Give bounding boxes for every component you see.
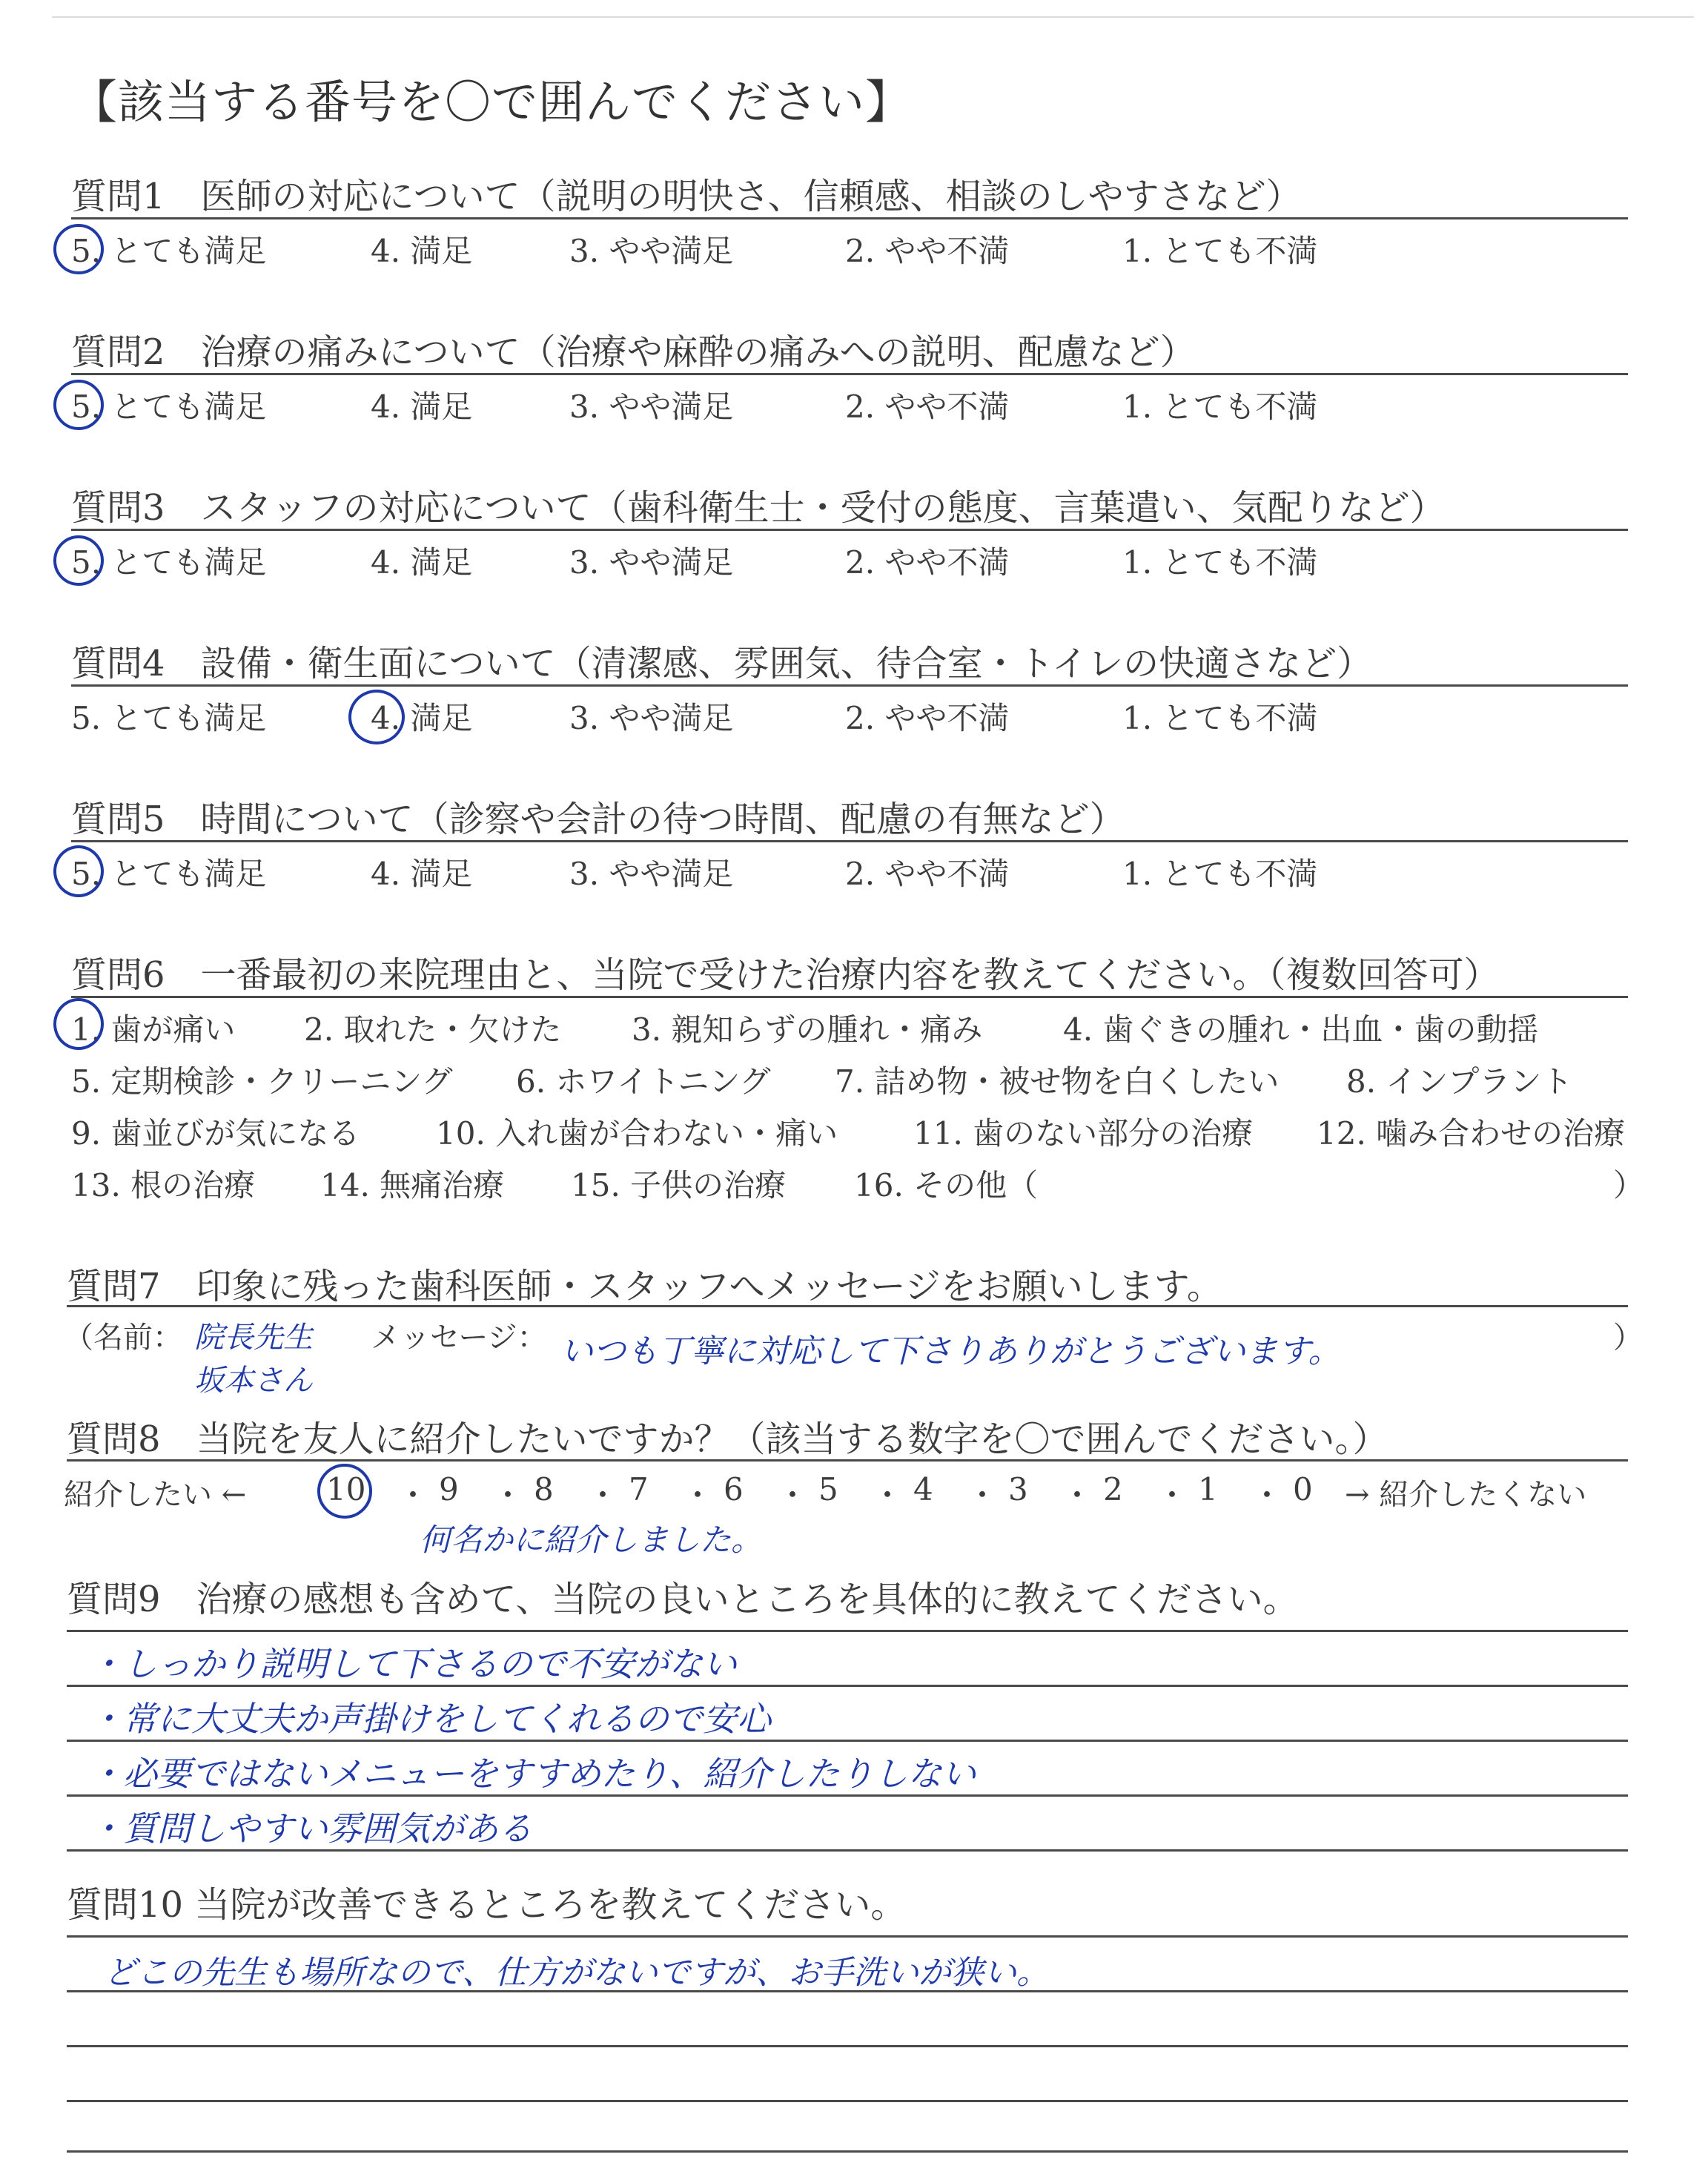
q5-selection-circle	[53, 845, 104, 897]
q5-option-1[interactable]: 1. とても不満	[1122, 856, 1318, 892]
q2-option-3[interactable]: 3. やや満足	[569, 389, 734, 425]
q8-score-6[interactable]: 6	[724, 1471, 744, 1507]
q6-option-12[interactable]: 12. 噛み合わせの治療	[1317, 1115, 1626, 1152]
q8-score-1[interactable]: 1	[1198, 1471, 1218, 1507]
q4-title: 質問4 設備・衛生面について（清潔感、雰囲気、待合室・トイレの快適さなど）	[71, 643, 1373, 684]
q2-option-2[interactable]: 2. やや不満	[845, 389, 1010, 425]
q8-dot: ・	[397, 1477, 429, 1513]
q6-option-9[interactable]: 9. 歯並びが気になる	[71, 1115, 360, 1152]
q8-score-0[interactable]: 0	[1293, 1471, 1313, 1507]
q6-option-15[interactable]: 15. 子供の治療	[571, 1167, 787, 1203]
q6-option-14[interactable]: 14. 無痛治療	[320, 1167, 505, 1203]
q1-option-1[interactable]: 1. とても不満	[1122, 233, 1318, 269]
q6-option-1[interactable]: 1. 歯が痛い	[71, 1011, 236, 1048]
q6-option-11[interactable]: 11. 歯のない部分の治療	[913, 1115, 1254, 1152]
q8-dot: ・	[1062, 1477, 1093, 1513]
q6-selection-circle	[53, 998, 104, 1050]
q8-left-label: 紹介したい ←	[64, 1478, 247, 1512]
q3-option-1[interactable]: 1. とても不満	[1122, 544, 1318, 581]
q8-score-2[interactable]: 2	[1103, 1471, 1123, 1507]
q5-rule	[71, 840, 1628, 842]
q6-option-16-close: ）	[1613, 1167, 1645, 1203]
q3-title: 質問3 スタッフの対応について（歯科衛生士・受付の態度、言葉遣い、気配りなど）	[71, 487, 1446, 529]
q7-message-label: メッセージ：	[371, 1321, 547, 1355]
q10-rule-3	[67, 2045, 1628, 2047]
q5-option-2[interactable]: 2. やや不満	[845, 856, 1010, 892]
q8-score-10[interactable]: 10	[326, 1471, 366, 1507]
q9-handwritten-line-2: ・常に大丈夫か声掛けをしてくれるので安心	[89, 1699, 771, 1739]
q4-option-2[interactable]: 2. やや不満	[845, 700, 1010, 736]
q7-handwritten-name-2: 坂本さん	[194, 1364, 313, 1398]
q1-selection-circle	[53, 224, 104, 274]
q8-dot: ・	[777, 1477, 809, 1513]
q5-option-5[interactable]: 5. とても満足	[71, 856, 267, 892]
q6-option-2[interactable]: 2. 取れた・欠けた	[304, 1011, 562, 1048]
page-heading: 【該当する番号を〇で囲んでください】	[71, 75, 913, 129]
q3-option-3[interactable]: 3. やや満足	[569, 544, 734, 581]
q6-option-16[interactable]: 16. その他（	[854, 1167, 1039, 1203]
q1-option-4[interactable]: 4. 満足	[371, 233, 473, 269]
q6-option-4[interactable]: 4. 歯ぐきの腫れ・出血・歯の動揺	[1063, 1011, 1539, 1048]
q8-score-8[interactable]: 8	[534, 1471, 554, 1507]
q2-title: 質問2 治療の痛みについて（治療や麻酔の痛みへの説明、配慮など）	[71, 331, 1196, 373]
q3-rule	[71, 529, 1628, 531]
q7-name-label: （名前：	[64, 1321, 182, 1355]
q8-dot: ・	[1251, 1477, 1283, 1513]
q7-rule	[67, 1305, 1628, 1307]
q4-option-4[interactable]: 4. 満足	[371, 700, 473, 736]
q3-option-4[interactable]: 4. 満足	[371, 544, 473, 581]
q5-title: 質問5 時間について（診察や会計の待つ時間、配慮の有無など）	[71, 799, 1125, 840]
q8-dot: ・	[682, 1477, 714, 1513]
q6-option-6[interactable]: 6. ホワイトニング	[516, 1063, 771, 1100]
q10-rule-4	[67, 2100, 1628, 2102]
q2-selection-circle	[53, 380, 104, 430]
q2-option-5[interactable]: 5. とても満足	[71, 389, 267, 425]
q7-handwritten-message: いつも丁寧に対応して下さりありがとうございます。	[560, 1332, 1341, 1370]
q6-option-3[interactable]: 3. 親知らずの腫れ・痛み	[632, 1011, 983, 1048]
q8-dot: ・	[967, 1477, 999, 1513]
q8-score-4[interactable]: 4	[913, 1471, 933, 1507]
q1-rule	[71, 217, 1628, 219]
q8-dot: ・	[587, 1477, 619, 1513]
q9-handwritten-line-1: ・しっかり説明して下さるので不安がない	[89, 1644, 737, 1684]
q6-option-13[interactable]: 13. 根の治療	[71, 1167, 256, 1203]
q8-dot: ・	[872, 1477, 904, 1513]
q4-rule	[71, 684, 1628, 687]
q3-option-5[interactable]: 5. とても満足	[71, 544, 267, 581]
q8-score-7[interactable]: 7	[629, 1471, 649, 1507]
q6-rule	[71, 996, 1628, 998]
q2-rule	[71, 373, 1628, 375]
q9-handwritten-line-4: ・質問しやすい雰囲気がある	[89, 1809, 532, 1849]
q9-handwritten-line-3: ・必要ではないメニューをすすめたり、紹介したりしない	[89, 1754, 976, 1794]
q5-option-4[interactable]: 4. 満足	[371, 856, 473, 892]
q10-title: 質問10 当院が改善できるところを教えてください。	[67, 1884, 907, 1926]
q6-option-5[interactable]: 5. 定期検診・クリーニング	[71, 1063, 453, 1100]
q6-option-10[interactable]: 10. 入れ歯が合わない・痛い	[436, 1115, 838, 1152]
q7-close-paren: ）	[1613, 1321, 1643, 1355]
q4-option-5[interactable]: 5. とても満足	[71, 700, 267, 736]
q1-option-2[interactable]: 2. やや不満	[845, 233, 1010, 269]
q4-option-1[interactable]: 1. とても不満	[1122, 700, 1318, 736]
q1-title: 質問1 医師の対応について（説明の明快さ、信頼感、相談のしやすさなど）	[71, 176, 1302, 217]
q7-title: 質問7 印象に残った歯科医師・スタッフへメッセージをお願いします。	[67, 1266, 1222, 1307]
q3-option-2[interactable]: 2. やや不満	[845, 544, 1010, 581]
q3-selection-circle	[53, 535, 104, 586]
q9-title: 質問9 治療の感想も含めて、当院の良いところを具体的に教えてください。	[67, 1579, 1299, 1620]
q8-dot: ・	[492, 1477, 524, 1513]
q6-option-8[interactable]: 8. インプラント	[1346, 1063, 1573, 1100]
q5-option-3[interactable]: 3. やや満足	[569, 856, 734, 892]
q1-option-5[interactable]: 5. とても満足	[71, 233, 267, 269]
q8-dot: ・	[1156, 1477, 1188, 1513]
q8-right-label: → 紹介したくない	[1345, 1478, 1587, 1512]
q8-handwritten-note: 何名かに紹介しました。	[420, 1522, 763, 1558]
q1-option-3[interactable]: 3. やや満足	[569, 233, 734, 269]
q10-rule-5	[67, 2150, 1628, 2153]
q9-rule-1	[67, 1630, 1628, 1632]
q8-score-3[interactable]: 3	[1008, 1471, 1028, 1507]
q2-option-4[interactable]: 4. 満足	[371, 389, 473, 425]
q6-title: 質問6 一番最初の来院理由と、当院で受けた治療内容を教えてください。（複数回答可）	[71, 954, 1500, 996]
q4-option-3[interactable]: 3. やや満足	[569, 700, 734, 736]
q8-selection-circle	[317, 1464, 372, 1519]
q8-title: 質問8 当院を友人に紹介したいですか？（該当する数字を〇で囲んでください。）	[67, 1418, 1388, 1460]
q8-score-5[interactable]: 5	[818, 1471, 838, 1507]
q2-option-1[interactable]: 1. とても不満	[1122, 389, 1318, 425]
q7-handwritten-name-1: 院長先生	[194, 1321, 313, 1355]
q4-selection-circle	[348, 690, 405, 744]
q8-score-9[interactable]: 9	[439, 1471, 459, 1507]
q8-rule	[67, 1459, 1628, 1462]
top-border	[52, 16, 1694, 18]
q6-option-7[interactable]: 7. 詰め物・被せ物を白くしたい	[835, 1063, 1280, 1100]
q10-rule-1	[67, 1935, 1628, 1938]
q10-handwritten-line-1: どこの先生も場所なので、仕方がないですが、お手洗いが狭い。	[104, 1954, 1050, 1992]
